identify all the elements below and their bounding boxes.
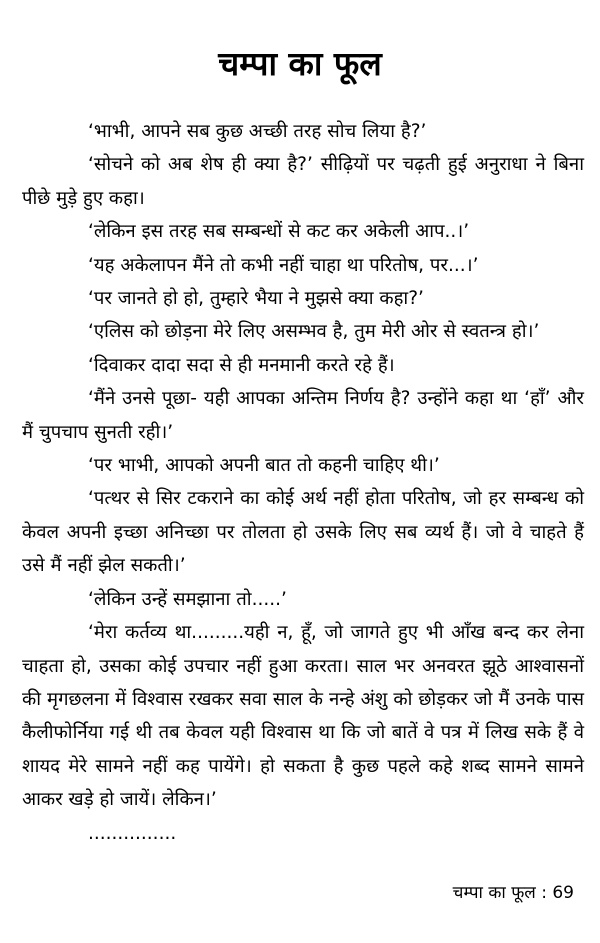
- paragraph-7: ‘दिवाकर दादा सदा से ही मनमानी करते रहे हैं।: [88, 354, 395, 376]
- paragraph-11: ‘लेकिन उन्हें समझाना तो.....’: [88, 588, 287, 610]
- paragraph-10: ‘पत्थर से सिर टकराने का कोई अर्थ नहीं होता परितोष, जो हर सम्बन्ध को केवल अपनी इच्छा अनिच्छा पर तोलता हो उसके लिए सब व्यर्थ हैं। जो वे चाहते हैं उसे मैं नहीं झेल सकती।’: [22, 488, 584, 577]
- paragraph-1: ‘भाभी, आपने सब कुछ अच्छी तरह सोच लिया है?’: [88, 121, 427, 142]
- ellipsis-line: ...............: [88, 822, 177, 844]
- paragraph-8: ‘मैंने उनसे पूछा- यही आपका अन्तिम निर्णय है? उन्होंने कहा था ‘हाँ’ और मैं चुपचाप सुनती रही।’: [22, 388, 584, 443]
- paragraph-9: ‘पर भाभी, आपको अपनी बात तो कहनी चाहिए थी।’: [88, 455, 440, 477]
- paragraph-12: ‘मेरा कर्तव्य था.........यही न, हूँ, जो जागते हुए भी आँख बन्द कर लेना चाहता हो, उसका कोई उपचार नहीं हुआ करता। साल भर अनवरत झूठे आश्वासनों की मृगछलना में विश्वास रखकर सवा साल के नन्हे अंशु को छोड़कर जो मैं उनके पास कैलीफोर्निया गई थी तब केवल यही विश्वास था कि जो बातें वे पत्र में लिख सके हैं वे शायद मेरे सामने नहीं कह पायेंगे। हो सकता है कुछ पहले कहे शब्द सामने सामने आकर खड़े हो जायें। लेकिन।’: [22, 622, 584, 811]
- paragraph-3: ‘लेकिन इस तरह सब सम्बन्धों से कट कर अकेली आप..।’: [88, 221, 470, 243]
- paragraph-6: ‘एलिस को छोड़ना मेरे लिए असम्भव है, तुम मेरी ओर से स्वतन्त्र हो।’: [88, 321, 540, 343]
- body-text: [22, 115, 584, 850]
- paragraph-4: ‘यह अकेलापन मैंने तो कभी नहीं चाहा था परितोष, पर...।’: [88, 254, 479, 276]
- page-footer: चम्पा का फूल : 69: [452, 883, 574, 903]
- paragraph-2: ‘सोचने को अब शेष ही क्या है?’ सीढ़ियों पर चढ़ती हुई अनुराधा ने बिना पीछे मुड़े हुए कहा।: [22, 154, 584, 209]
- page-title: चम्पा का फूल: [218, 44, 382, 83]
- paragraph-5: ‘पर जानते हो हो, तुम्हारे भैया ने मुझसे क्या कहा?’: [88, 288, 424, 310]
